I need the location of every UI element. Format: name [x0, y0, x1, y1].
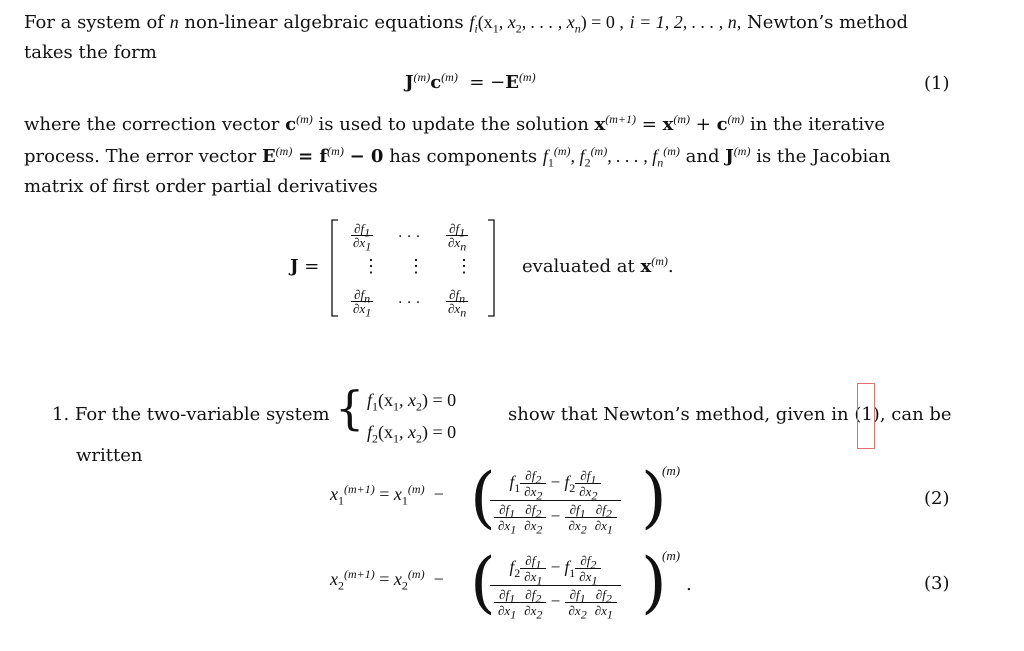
matrix-cell-n1: $\frac{\partial f_n}{\partial x_1}$: [353, 287, 372, 320]
eq3-right-paren: ): [641, 544, 667, 621]
matrix-cell-1n: $\frac{\partial f_1}{\partial x_n}$: [448, 221, 467, 254]
jacobian-lhs: J =: [290, 256, 320, 277]
matrix-cell-nn: $\frac{\partial f_n}{\partial x_n}$: [448, 287, 467, 320]
eq3-lhs: $x_2^{(m+1)} = x_2^{(m)}$ −: [330, 567, 444, 593]
eq2-right-paren: ): [641, 459, 667, 536]
index-range: i = 1, 2, . . . , n,: [629, 12, 742, 32]
equation-3-number: (3): [924, 573, 950, 594]
intro-line-2: takes the form: [24, 42, 157, 63]
eq-ref-link[interactable]: (1): [854, 404, 880, 425]
var-n: n: [169, 12, 179, 32]
problem-written: written: [76, 445, 143, 466]
eq2-left-paren: (: [470, 459, 496, 536]
reference-highlight-box: [857, 383, 875, 449]
system-eq-1: $f_1(x_1$, $x_2) = 0$: [367, 390, 457, 414]
intro-text-a: For a system of: [24, 12, 164, 33]
matrix-vdots-3: ⋮: [455, 256, 473, 277]
problem-1-line: 1. For the two-variable system: [52, 404, 330, 425]
matrix-cell-11: $\frac{\partial f_1}{\partial x_1}$: [353, 221, 372, 254]
jacobian-evaluated: evaluated at $x^{(m)}$.: [522, 254, 674, 277]
para2-line-1: where the correction vector $c^{(m)}$ is used to update the solution $x^{(m+1)} = x^{(m)} + c^{(m)}$ in the iterative: [24, 112, 885, 135]
intro-text-c: Newton’s method: [746, 12, 909, 33]
matrix-hdots-1: · · ·: [398, 229, 421, 245]
equation-1-number: (1): [924, 73, 950, 94]
intro-text-b: non-linear algebraic equations: [184, 12, 464, 33]
eq3-period: .: [686, 574, 692, 595]
intro-line-1: [24, 11, 908, 34]
para2-line-2: process. The error vector $E^{(m)} = f^{(m)} - 0$ has components $f_1^{(m)}$, $f_2^{(m)}$, . . . , $f_n^{(m)}$ and $J^{(m)}$ is the Jacobian: [24, 144, 891, 170]
matrix-vdots-2: ⋮: [407, 256, 425, 277]
matrix-hdots-2: · · ·: [398, 295, 421, 311]
eq3-outer-sup: (m): [662, 548, 681, 563]
matrix-vdots-1: ⋮: [362, 256, 380, 277]
system-brace: {: [335, 381, 365, 435]
eq2-outer-sup: (m): [662, 463, 681, 478]
para2-line-3: matrix of first order partial derivatives: [24, 176, 378, 197]
system-eq-2: $f_2(x_1$, $x_2) = 0$: [367, 422, 457, 446]
eq3-fraction: $f_2$ $\frac{\partial f_1}{\partial x_1}$ − $f_1$ $\frac{\partial f_2}{\partial x_1}$ $\frac{\partial f_1}{\partial x_1}$ $\frac{\partial f_2}{\partial x_2}$ − $\frac{\partial f_1}{\partial x_2}$ $\frac{\partial f_2}{\partial x_1}$: [490, 552, 621, 619]
equation-1: $J^{(m)}c^{(m)} = -E^{(m)}$: [405, 70, 536, 93]
equation-fi: $f_i(x_1$, $x_2$, . . . , $x_n) = 0$ ,: [469, 12, 624, 36]
equation-2-number: (2): [924, 488, 950, 509]
problem-1-tail: show that Newton’s method, given in (1), can be: [508, 404, 952, 425]
eq2-lhs: $x_1^{(m+1)} = x_1^{(m)}$ −: [330, 482, 444, 508]
eq3-left-paren: (: [470, 544, 496, 621]
problem-label: 1.: [52, 404, 70, 425]
eq2-fraction: $f_1$ $\frac{\partial f_2}{\partial x_2}$ − $f_2$ $\frac{\partial f_1}{\partial x_2}$ $\frac{\partial f_1}{\partial x_1}$ $\frac{\partial f_2}{\partial x_2}$ − $\frac{\partial f_1}{\partial x_2}$ $\frac{\partial f_2}{\partial x_1}$: [490, 467, 621, 534]
